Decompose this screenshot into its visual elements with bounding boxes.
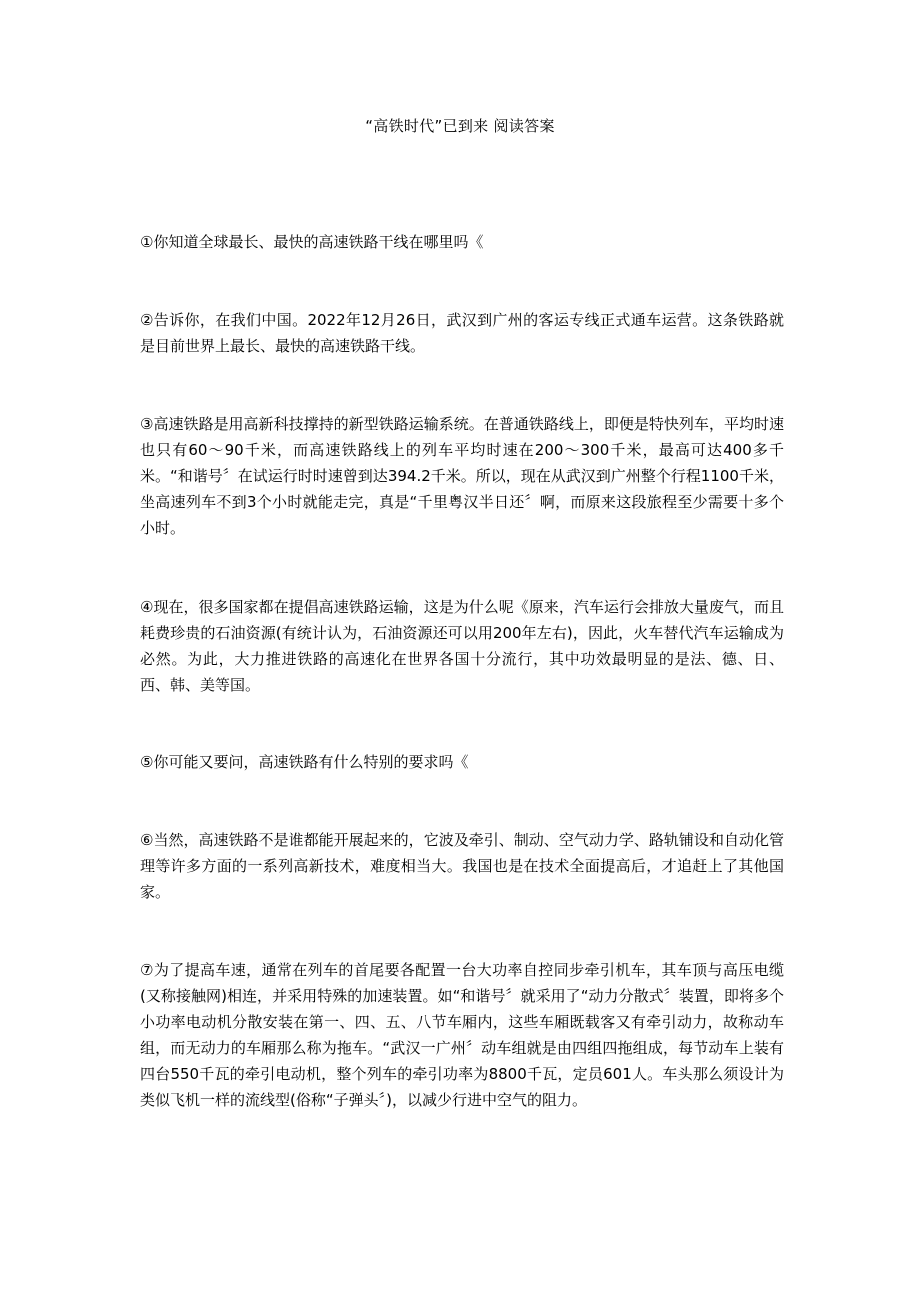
paragraph-7: ⑦为了提高车速，通常在列车的首尾要各配置一台大功率自控同步牵引机车，其车顶与高压电缆(又称接触网)相连，并采用特殊的加速装置。如“和谐号〞就采用了“动力分散式〞装置，即将多个小功率电动机分散安装在第一、四、五、八节车厢内，这些车厢既载客又有牵引动力，故称动车组，而无动力的车厢那么称为拖车。“武汉一广州〞动车组就是由四组四拖组成，每节动车上装有四台550千瓦的牵引电动机，整个列车的牵引功率为8800千瓦，定员601人。车头那么须设计为类似飞机一样的流线型(俗称“子弹头〞)，以减少行进中空气的阻力。: [140, 961, 784, 1109]
paragraph-2: ②告诉你，在我们中国。2022年12月26日，武汉到广州的客运专线正式通车运营。这条铁路就是目前世界上最长、最快的高速铁路干线。: [140, 311, 784, 355]
paragraph-1: ①你知道全球最长、最快的高速铁路干线在哪里吗《: [140, 233, 484, 251]
paragraph-6: ⑥当然，高速铁路不是谁都能开展起来的，它波及牵引、制动、空气动力学、路轨铺设和自动化管理等许多方面的一系列高新技术，难度相当大。我国也是在技术全面提高后，才追赶上了其他国家。: [140, 831, 784, 901]
paragraph-5: ⑤你可能又要问，高速铁路有什么特别的要求吗《: [140, 753, 469, 771]
paragraph-4: ④现在，很多国家都在提倡高速铁路运输，这是为什么呢《原来，汽车运行会排放大量废气，而且耗费珍贵的石油资源(有统计认为，石油资源还可以用200年左右)，因此，火车替代汽车运输成为必然。为此，大力推进铁路的高速化在世界各国十分流行，其中功效最明显的是法、德、日、西、韩、美等国。: [140, 598, 784, 694]
paragraph-3: ③高速铁路是用高新科技撑持的新型铁路运输系统。在普通铁路线上，即便是特快列车，平均时速也只有60～90千米，而高速铁路线上的列车平均时速在200～300千米，最高可达400多千米。“和谐号〞在试运行时时速曾到达394.2千米。所以，现在从武汉到广州整个行程1100千米，坐高速列车不到3个小时就能走完，真是“千里粤汉半日还〞啊，而原来这段旅程至少需要十多个小时。: [140, 415, 784, 537]
document-title: “高铁时代”已到来 阅读答案: [365, 117, 555, 135]
